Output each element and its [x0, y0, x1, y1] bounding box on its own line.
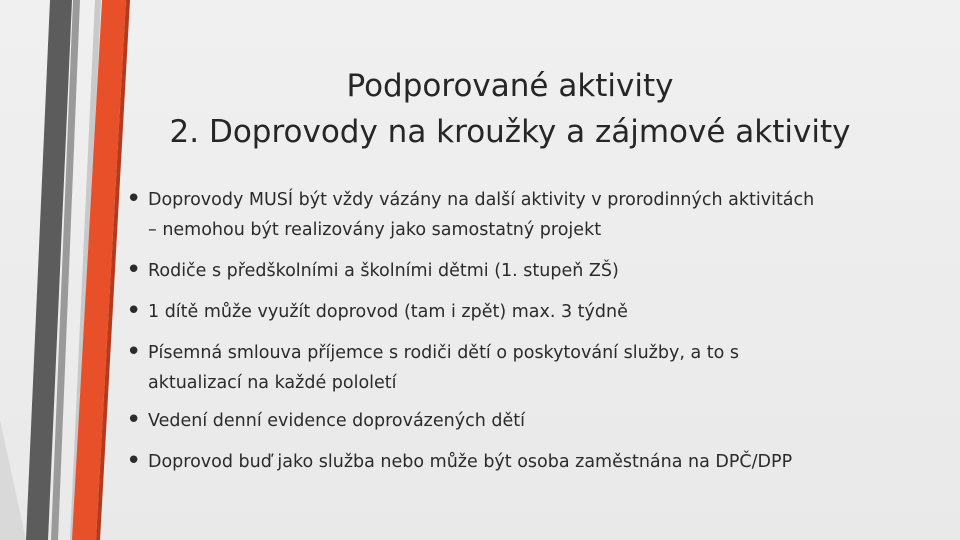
bullet-dot: • [126, 255, 142, 285]
bullet-item-1 [126, 185, 814, 245]
bullet-item-5 [126, 406, 525, 436]
bullet-dot: • [126, 405, 142, 435]
bullet-dot: • [126, 184, 142, 214]
bullet-item-3 [126, 297, 628, 327]
bullet-text: Doprovod buď jako služba nebo může být osoba zaměstnána na DPČ/DPP [148, 452, 793, 472]
slide-title-line2: 2. Doprovody na kroužky a zájmové aktivity [169, 114, 851, 150]
bullet-dot: • [126, 296, 142, 326]
bullet-text: Písemná smlouva příjemce s rodiči dětí o poskytování služby, a to s [148, 343, 739, 363]
bullet-item-2 [126, 256, 619, 286]
stripe-shadow [0, 420, 26, 540]
bullet-text: Rodiče s předškolními a školními dětmi (1. stupeň ZŠ) [148, 261, 619, 281]
bullet-item-6 [126, 447, 792, 477]
bullet-item-4 [126, 338, 739, 398]
bullet-text: 1 dítě může využít doprovod (tam i zpět) max. 3 týdně [148, 302, 628, 322]
bullet-text-continuation: aktualizací na každé pololetí [148, 373, 397, 393]
bullet-dot: • [126, 337, 142, 367]
bullet-text-continuation: – nemohou být realizovány jako samostatný projekt [148, 220, 602, 240]
bullet-dot: • [126, 446, 142, 476]
bullet-text: Vedení denní evidence doprovázených dětí [148, 411, 525, 431]
slide-title-line1: Podporované aktivity [346, 68, 674, 104]
bullet-text: Doprovody MUSÍ být vždy vázány na další aktivity v prorodinných aktivitách [148, 190, 815, 210]
